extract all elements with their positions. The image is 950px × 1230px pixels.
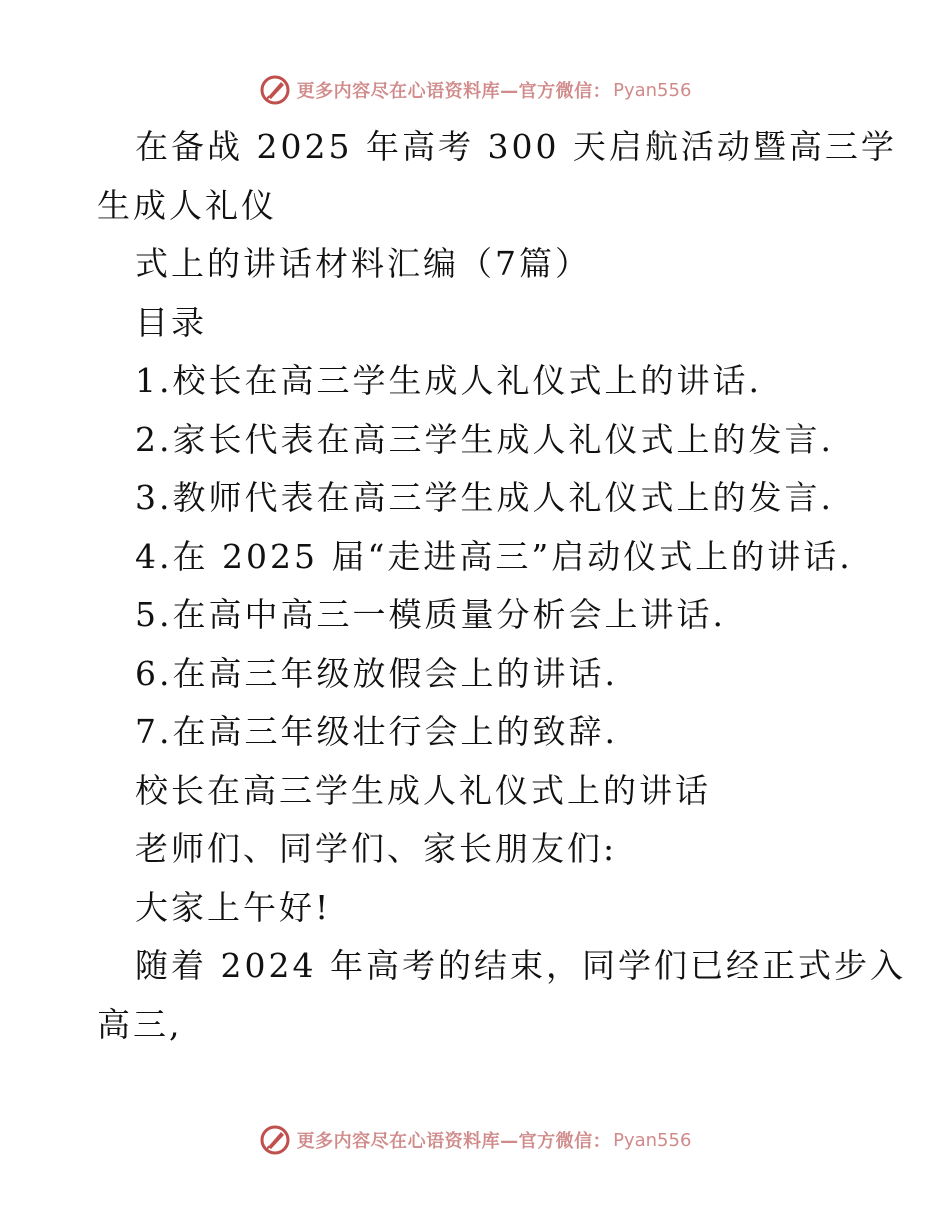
document-title: 在备战 2025 年高考 300 天启航活动暨高三学 xyxy=(135,127,897,166)
toc-item: 3.教师代表在高三学生成人礼仪式上的发言. xyxy=(135,478,834,517)
toc-heading: 目录 xyxy=(135,302,207,342)
watermark-text: 更多内容尽在心语资料库—官方微信： xyxy=(296,81,612,102)
toc-item: 2.家长代表在高三学生成人礼仪式上的发言. xyxy=(135,419,834,459)
watermark-wechat-id: Pyan556 xyxy=(613,1129,692,1151)
toc-item: 5.在高中高三一模质量分析会上讲话. xyxy=(135,595,726,634)
paragraph-text-continued: 高三, xyxy=(97,1004,183,1044)
footer-watermark xyxy=(0,1120,950,1160)
section-title: 校长在高三学生成人礼仪式上的讲话 xyxy=(135,770,711,810)
watermark-wechat-id: Pyan556 xyxy=(613,79,692,101)
paragraph-text: 随着 2024 年高考的结束，同学们已经正式步入 xyxy=(135,946,906,985)
document-title-continued: 生成人礼仪 xyxy=(97,185,277,225)
toc-item: 1.校长在高三学生成人礼仪式上的讲话. xyxy=(135,361,762,400)
toc-item: 4.在 2025 届“走进高三”启动仪式上的讲话. xyxy=(135,536,853,576)
toc-item: 6.在高三年级放假会上的讲话. xyxy=(135,653,618,693)
header-watermark xyxy=(0,70,950,110)
salutation: 老师们、同学们、家长朋友们: xyxy=(135,829,618,868)
greeting: 大家上午好! xyxy=(135,887,332,927)
toc-item: 7.在高三年级壮行会上的致辞. xyxy=(135,712,618,751)
quill-logo-icon xyxy=(259,74,291,106)
quill-logo-icon xyxy=(259,1124,291,1156)
document-body xyxy=(0,118,950,1054)
document-subtitle: 式上的讲话材料汇编（7篇） xyxy=(135,244,591,283)
watermark-text: 更多内容尽在心语资料库—官方微信： xyxy=(296,1131,612,1152)
